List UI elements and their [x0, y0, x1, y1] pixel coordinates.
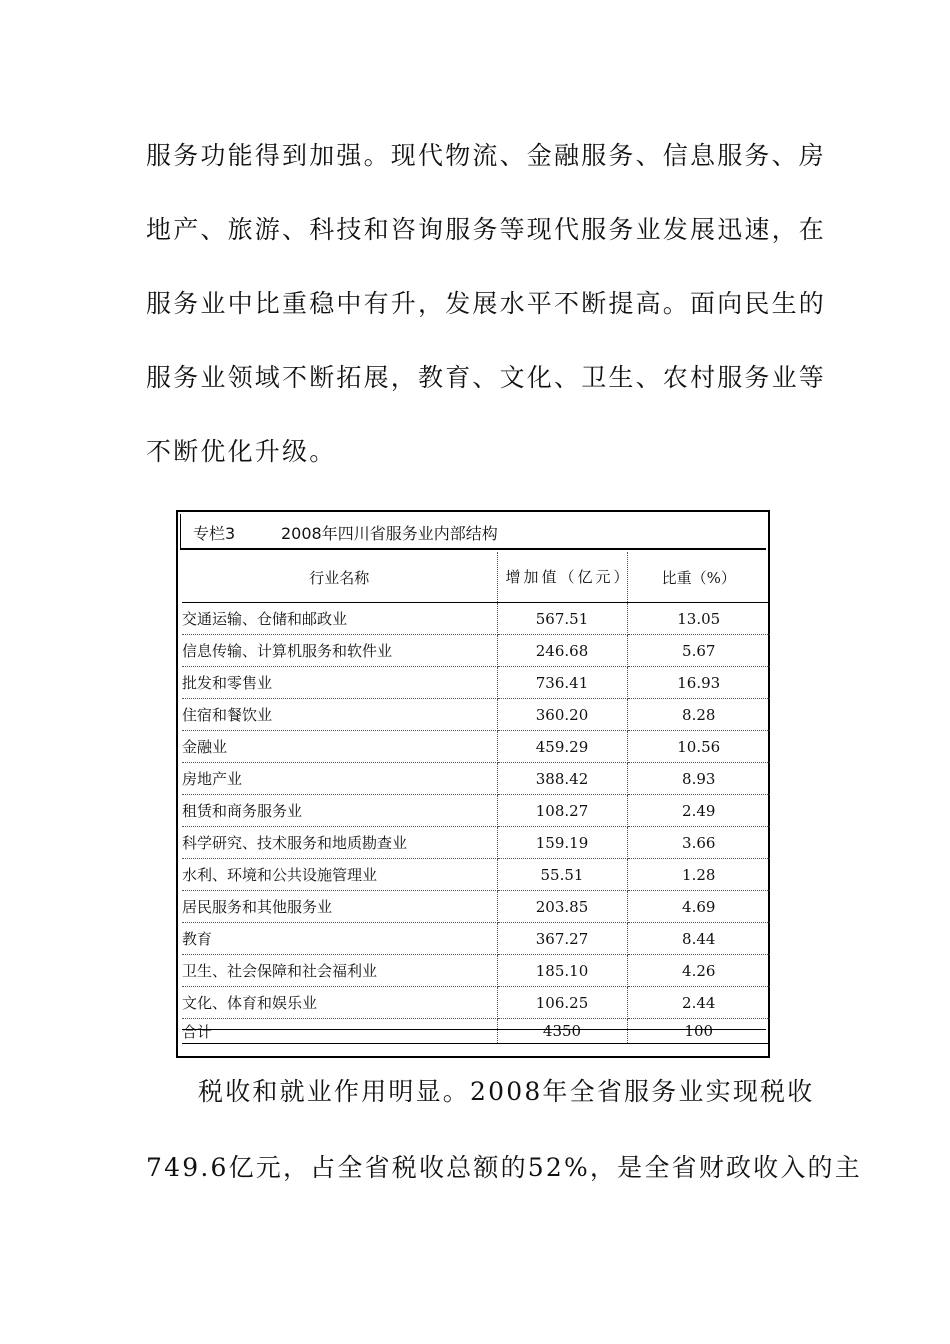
table-row: [182, 891, 770, 923]
table-header-row: [182, 552, 770, 603]
value-cell: 203.85: [497, 891, 627, 923]
box-label: 专栏3: [193, 524, 236, 543]
industry-cell: 金融业: [182, 731, 497, 763]
value-cell: 567.51: [497, 603, 627, 635]
paragraph-line: 服务功能得到加强。现代物流、金融服务、信息服务、房: [146, 141, 827, 170]
sidebar-box: [176, 510, 770, 1058]
value-cell: 185.10: [497, 955, 627, 987]
industry-cell: 批发和零售业: [182, 667, 497, 699]
share-cell: 5.67: [627, 635, 770, 667]
table-row: [182, 923, 770, 955]
value-cell: 55.51: [497, 859, 627, 891]
table-row: [182, 699, 770, 731]
header-industry: 行业名称: [182, 552, 497, 603]
industry-cell: 合计: [182, 1019, 497, 1044]
box-title-row: [180, 514, 766, 550]
table-row: [182, 859, 770, 891]
industry-cell: 文化、体育和娱乐业: [182, 987, 497, 1019]
industry-cell: 交通运输、仓储和邮政业: [182, 603, 497, 635]
share-cell: 10.56: [627, 731, 770, 763]
share-cell: 3.66: [627, 827, 770, 859]
structure-table: [182, 552, 770, 1044]
share-cell: 2.44: [627, 987, 770, 1019]
value-cell: 360.20: [497, 699, 627, 731]
share-cell: 8.93: [627, 763, 770, 795]
table-row: [182, 667, 770, 699]
share-cell: 8.44: [627, 923, 770, 955]
paragraph-line: 服务业中比重稳中有升，发展水平不断提高。面向民生的: [146, 289, 827, 318]
table-bottom-rule: [182, 1029, 766, 1054]
share-cell: 16.93: [627, 667, 770, 699]
paragraph-line: 地产、旅游、科技和咨询服务等现代服务业发展迅速，在: [146, 215, 827, 244]
share-cell: 4.26: [627, 955, 770, 987]
value-cell: 367.27: [497, 923, 627, 955]
paragraph-line: 税收和就业作用明显。2008年全省服务业实现税收: [198, 1077, 815, 1106]
table-row: [182, 603, 770, 635]
share-cell: 1.28: [627, 859, 770, 891]
share-cell: 8.28: [627, 699, 770, 731]
paragraph-line: 服务业领域不断拓展，教育、文化、卫生、农村服务业等: [146, 363, 827, 392]
value-cell: 159.19: [497, 827, 627, 859]
industry-cell: 教育: [182, 923, 497, 955]
industry-cell: 房地产业: [182, 763, 497, 795]
industry-cell: 居民服务和其他服务业: [182, 891, 497, 923]
industry-cell: 水利、环境和公共设施管理业: [182, 859, 497, 891]
value-cell: 246.68: [497, 635, 627, 667]
table-row: [182, 955, 770, 987]
header-value: 增加值（亿元）: [497, 552, 627, 603]
value-cell: 106.25: [497, 987, 627, 1019]
value-cell: 459.29: [497, 731, 627, 763]
box-title: 2008年四川省服务业内部结构: [281, 524, 498, 543]
industry-cell: 租赁和商务服务业: [182, 795, 497, 827]
header-share: 比重（%）: [627, 552, 770, 603]
share-cell: 100: [627, 1019, 770, 1044]
paragraph-line: 不断优化升级。: [146, 437, 337, 466]
industry-cell: 卫生、社会保障和社会福利业: [182, 955, 497, 987]
value-cell: 108.27: [497, 795, 627, 827]
industry-cell: 信息传输、计算机服务和软件业: [182, 635, 497, 667]
share-cell: 2.49: [627, 795, 770, 827]
table-row: [182, 731, 770, 763]
table-row: [182, 635, 770, 667]
value-cell: 4350: [497, 1019, 627, 1044]
share-cell: 13.05: [627, 603, 770, 635]
share-cell: 4.69: [627, 891, 770, 923]
table-row: [182, 795, 770, 827]
industry-cell: 科学研究、技术服务和地质勘查业: [182, 827, 497, 859]
table-row: [182, 763, 770, 795]
value-cell: 388.42: [497, 763, 627, 795]
industry-cell: 住宿和餐饮业: [182, 699, 497, 731]
table-row: [182, 987, 770, 1019]
table-row: [182, 827, 770, 859]
paragraph-line: 749.6亿元，占全省税收总额的52%，是全省财政收入的主: [146, 1153, 862, 1182]
value-cell: 736.41: [497, 667, 627, 699]
